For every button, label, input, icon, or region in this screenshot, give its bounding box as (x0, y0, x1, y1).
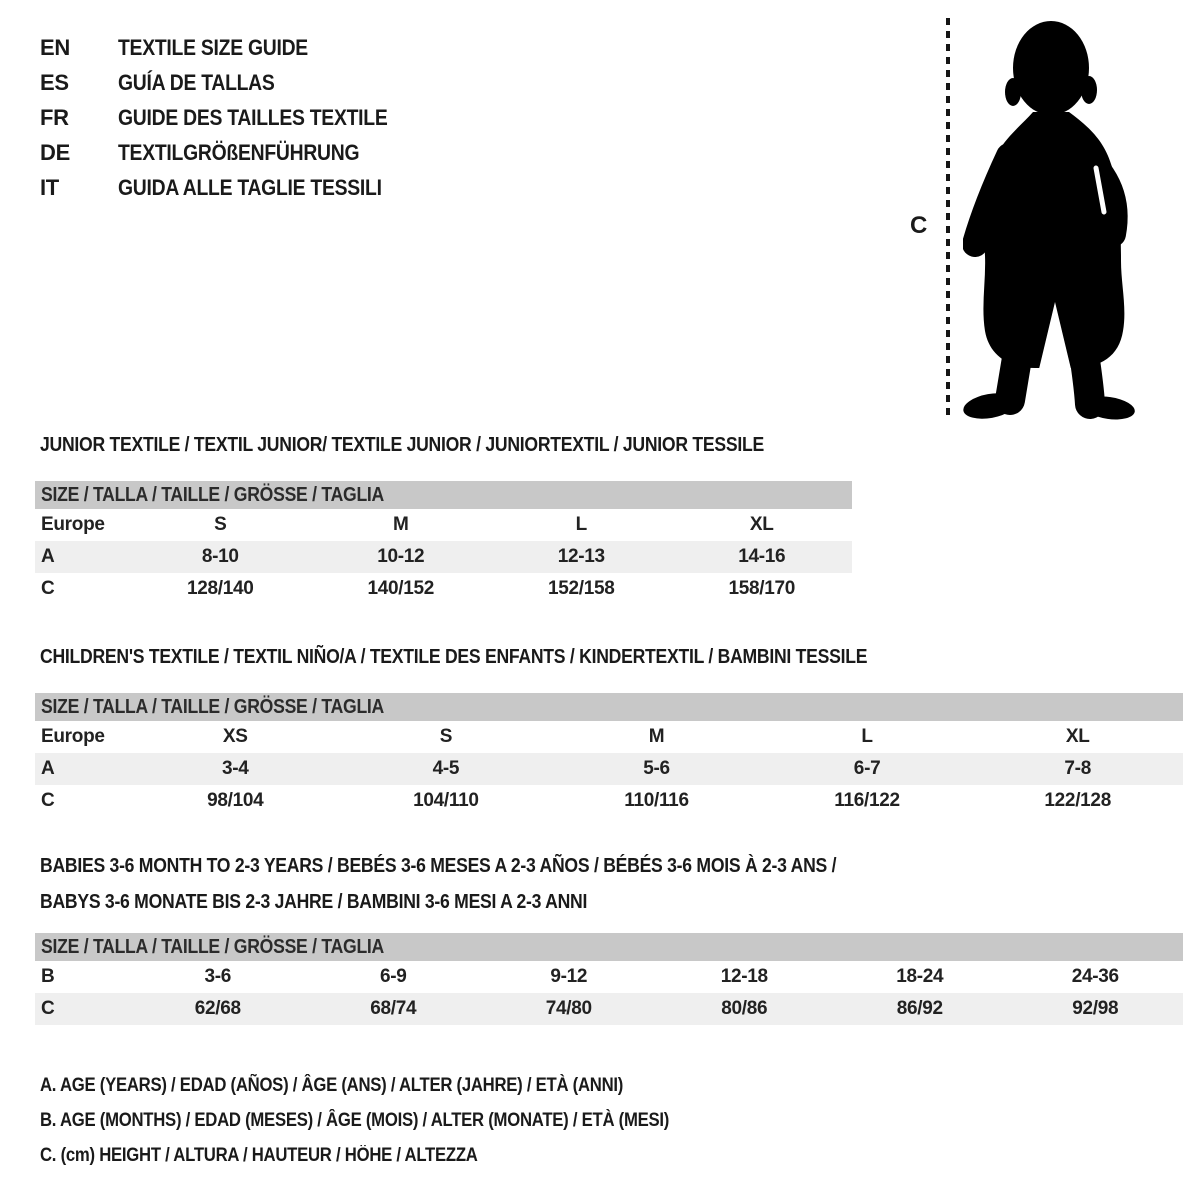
cell: 152/158 (547, 578, 615, 599)
language-code: DE (40, 139, 70, 165)
cell: 6-9 (379, 966, 407, 987)
babies-section-title (40, 848, 945, 920)
children-size-table (35, 693, 1183, 817)
cell: S (214, 514, 227, 535)
cell: 24-36 (1071, 966, 1119, 987)
junior-size-table (35, 481, 852, 605)
cell: S (439, 726, 453, 747)
cell: 12-13 (491, 541, 672, 573)
legend-line-a: A. AGE (YEARS) / EDAD (AÑOS) / ÂGE (ANS) / ALTER (JAHRE) / ETÀ (ANNI) (40, 1075, 624, 1096)
size-header-cell: SIZE / TALLA / TAILLE / GRÖSSE / TAGLIA (35, 933, 1183, 961)
table-row (35, 509, 852, 541)
cell: 5-6 (551, 753, 762, 785)
cell: 7-8 (972, 753, 1183, 785)
measurement-legend (40, 1068, 755, 1173)
height-measure-dashed-line (946, 18, 950, 416)
table-row (35, 961, 1183, 993)
cell: XS (222, 726, 248, 747)
cell: 8-10 (130, 541, 311, 573)
table-row (35, 993, 1183, 1025)
cell: 110/116 (624, 790, 689, 811)
cell: 158/170 (728, 578, 796, 599)
junior-section-title: JUNIOR TEXTILE / TEXTIL JUNIOR/ TEXTILE JUNIOR / JUNIORTEXTIL / JUNIOR TESSILE (40, 434, 764, 456)
cell: 10-12 (311, 541, 492, 573)
row-label: C (41, 790, 55, 811)
guide-title: GUÍA DE TALLAS (118, 69, 275, 95)
table-header-row (35, 481, 852, 509)
table-row (35, 541, 852, 573)
row-label: B (41, 966, 55, 987)
babies-title-line2: BABYS 3-6 MONATE BIS 2-3 JAHRE / BAMBINI 3-6 MESI A 2-3 ANNI (40, 891, 588, 913)
list-item (40, 65, 424, 100)
language-code: ES (40, 69, 69, 95)
cell: 6-7 (762, 753, 973, 785)
cell: 104/110 (413, 790, 479, 811)
table-row (35, 573, 852, 605)
cell: 3-4 (130, 753, 341, 785)
cell: 92/98 (1008, 993, 1184, 1025)
language-code: FR (40, 104, 69, 130)
row-label: A (35, 753, 130, 785)
guide-title: GUIDA ALLE TAGLIE TESSILI (118, 174, 382, 200)
height-measure-label: C (910, 212, 928, 239)
cell: 68/74 (306, 993, 482, 1025)
cell: XL (1065, 726, 1090, 747)
baby-toddler-silhouette-icon (963, 16, 1143, 421)
row-label: Europe (41, 726, 105, 747)
language-code: EN (40, 34, 70, 60)
cell: 98/104 (207, 790, 264, 811)
list-item (40, 170, 424, 205)
cell: M (392, 514, 409, 535)
list-item (40, 100, 424, 135)
table-header-row (35, 933, 1183, 961)
legend-line-b: B. AGE (MONTHS) / EDAD (MESES) / ÂGE (MOIS) / ALTER (MONATE) / ETÀ (MESI) (40, 1110, 670, 1131)
babies-title-line1: BABIES 3-6 MONTH TO 2-3 YEARS / BEBÉS 3-6 MESES A 2-3 AÑOS / BÉBÉS 3-6 MOIS À 2-3 ANS / (40, 855, 837, 877)
cell: 140/152 (367, 578, 435, 599)
guide-title: TEXTILE SIZE GUIDE (118, 34, 308, 60)
language-code: IT (40, 174, 59, 200)
cell: 9-12 (550, 966, 588, 987)
cell: 74/80 (481, 993, 657, 1025)
row-label: C (35, 993, 130, 1025)
cell: XL (749, 514, 774, 535)
children-section-title: CHILDREN'S TEXTILE / TEXTIL NIÑO/A / TEXTILE DES ENFANTS / KINDERTEXTIL / BAMBINI TESSILE (40, 646, 868, 668)
cell: 116/122 (834, 790, 900, 811)
cell: L (861, 726, 873, 747)
row-label: Europe (41, 514, 105, 535)
cell: L (575, 514, 587, 535)
table-header-row (35, 693, 1183, 721)
cell: 80/86 (657, 993, 833, 1025)
cell: 62/68 (130, 993, 306, 1025)
legend-line-c: C. (cm) HEIGHT / ALTURA / HAUTEUR / HÖHE / ALTEZZA (40, 1145, 478, 1166)
cell: 128/140 (186, 578, 254, 599)
babies-size-table (35, 933, 1183, 1025)
row-label: A (35, 541, 130, 573)
cell: M (648, 726, 665, 747)
cell: 122/128 (1044, 790, 1111, 811)
list-item (40, 135, 424, 170)
row-label: C (41, 578, 55, 599)
cell: 14-16 (672, 541, 853, 573)
table-row (35, 753, 1183, 785)
cell: 18-24 (896, 966, 944, 987)
table-row (35, 785, 1183, 817)
language-title-list (40, 30, 424, 205)
cell: 86/92 (832, 993, 1008, 1025)
table-row (35, 721, 1183, 753)
cell: 3-6 (204, 966, 232, 987)
guide-title: TEXTILGRÖßENFÜHRUNG (118, 139, 360, 165)
cell: 4-5 (341, 753, 552, 785)
list-item (40, 30, 424, 65)
cell: 12-18 (720, 966, 768, 987)
size-header-cell: SIZE / TALLA / TAILLE / GRÖSSE / TAGLIA (35, 693, 1183, 721)
guide-title: GUIDE DES TAILLES TEXTILE (118, 104, 388, 130)
size-header-cell: SIZE / TALLA / TAILLE / GRÖSSE / TAGLIA (35, 481, 852, 509)
